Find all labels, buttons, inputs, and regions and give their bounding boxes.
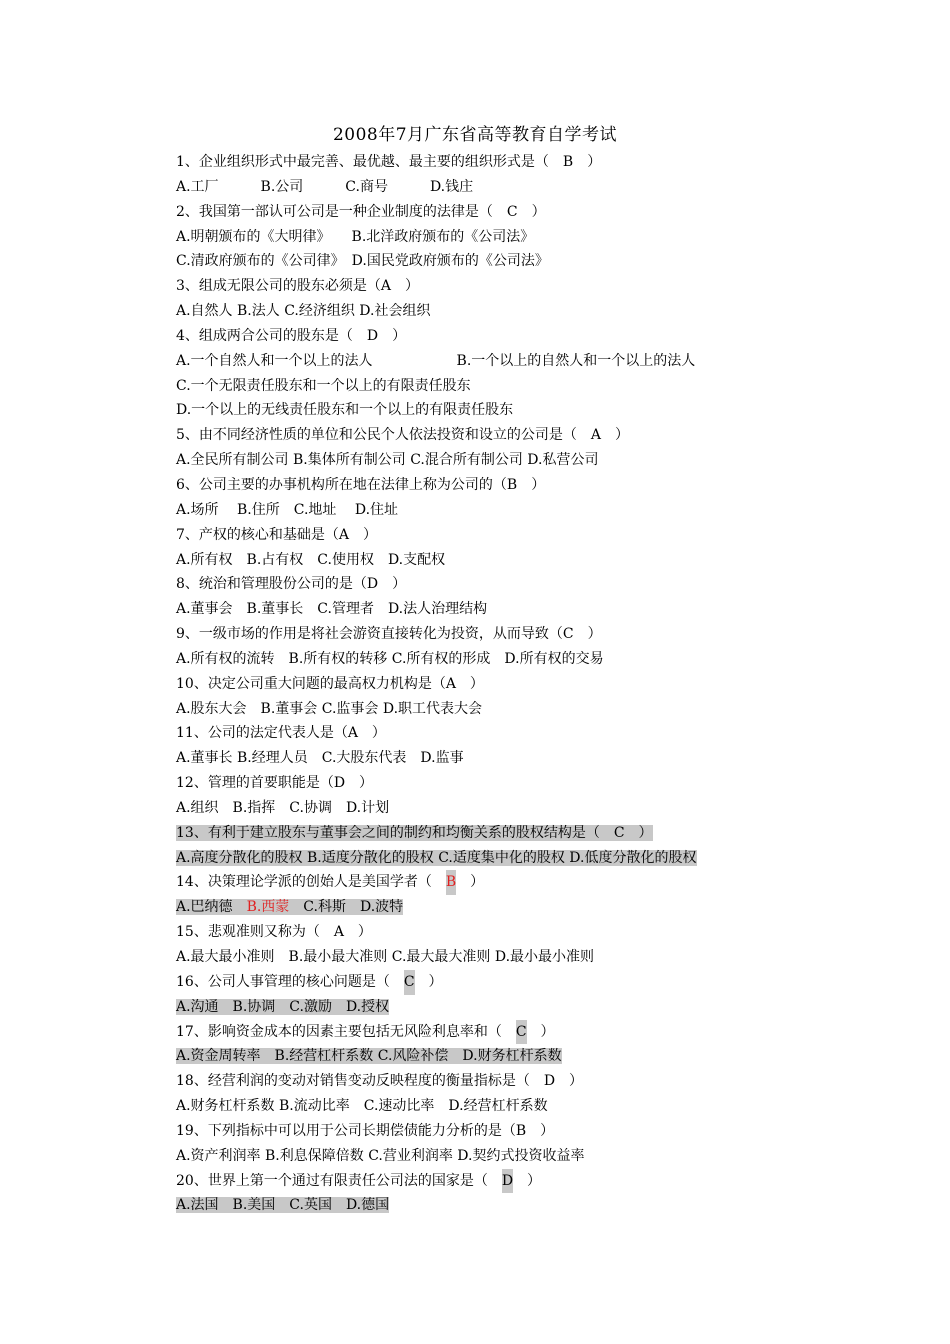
question-7: 7、产权的核心和基础是（A ）: [176, 526, 378, 543]
question-15-options: A.最大最小准则 B.最小最大准则 C.最大最大准则 D.最小最小准则: [176, 949, 595, 965]
correct-option: B.西蒙: [246, 899, 290, 916]
question-text-end: ）: [526, 1023, 555, 1040]
question-9-options: A.所有权的流转 B.所有权的转移 C.所有权的形成 D.所有权的交易: [176, 650, 604, 667]
question-text: 17、影响资金成本的因素主要包括无风险利息率和（: [176, 1023, 516, 1040]
question-11-options: A.董事长 B.经理人员 C.大股东代表 D.监事: [176, 750, 464, 767]
question-7-options: A.所有权 B.占有权 C.使用权 D.支配权: [176, 551, 446, 568]
question-19: 19、下列指标中可以用于公司长期偿债能力分析的是（B ）: [176, 1122, 555, 1139]
question-list: [176, 150, 836, 1218]
question-16: [176, 970, 836, 995]
question-2-options-ab: A.明朝颁布的《大明律》 B.北洋政府颁布的《公司法》: [176, 228, 535, 245]
question-18-options: A.财务杠杆系数 B.流动比率 C.速动比率 D.经营杠杆系数: [176, 1098, 548, 1115]
question-3-options: A.自然人 B.法人 C.经济组织 D.社会组织: [176, 303, 431, 320]
question-text-end: ）: [414, 973, 443, 990]
question-3: 3、组成无限公司的股东必须是（A ）: [176, 278, 420, 295]
answer-mark: C: [516, 1020, 527, 1045]
highlighted-text: A.资金周转率 B.经营杠杆系数 C.风险补偿 D.财务杠杆系数: [176, 1048, 562, 1065]
answer-mark: D: [502, 1169, 513, 1194]
question-1: 1、企业组织形式中最完善、最优越、最主要的组织形式是（ B ）: [176, 154, 602, 170]
question-6: 6、公司主要的办事机构所在地在法律上称为公司的（B ）: [176, 476, 546, 493]
document-title: 2008年7月广东省高等教育自学考试: [332, 125, 618, 145]
question-12-options: A.组织 B.指挥 C.协调 D.计划: [176, 799, 390, 816]
question-10: 10、决定公司重大问题的最高权力机构是（A ）: [176, 675, 484, 692]
question-1-options: A.工厂 B.公司 C.商号 D.钱庄: [176, 178, 474, 195]
question-8-options: A.董事会 B.董事长 C.管理者 D.法人治理结构: [176, 601, 488, 618]
question-text: 16、公司人事管理的核心问题是（: [176, 973, 404, 990]
highlighted-text: C.科斯 D.波特: [289, 899, 404, 916]
highlighted-text: A.高度分散化的股权 B.适度分散化的股权 C.适度集中化的股权 D.低度分散化的股权: [176, 849, 697, 866]
question-text-end: ）: [513, 1172, 542, 1189]
question-text: 20、世界上第一个通过有限责任公司法的国家是（: [176, 1172, 502, 1189]
highlighted-text: A.法国 B.美国 C.英国 D.德国: [176, 1197, 390, 1214]
question-8: 8、统治和管理股份公司的是（D ）: [176, 576, 407, 593]
question-17-options: [176, 1044, 836, 1069]
question-5: 5、由不同经济性质的单位和公民个人依法投资和设立的公司是（ A ）: [176, 427, 630, 444]
question-13: [176, 821, 836, 846]
question-2-options-cd: C.清政府颁布的《公司律》 D.国民党政府颁布的《公司法》: [176, 253, 549, 270]
question-20-options: [176, 1193, 836, 1218]
question-18: 18、经营利润的变动对销售变动反映程度的衡量指标是（ D ）: [176, 1073, 584, 1090]
question-16-options: [176, 995, 836, 1020]
highlighted-text: 13、有利于建立股东与董事会之间的制约和均衡关系的股权结构是（ C ）: [176, 824, 653, 841]
question-15: 15、悲观准则又称为（ A ）: [176, 924, 372, 941]
question-9: 9、一级市场的作用是将社会游资直接转化为投资，从而导致（C ）: [176, 626, 602, 643]
question-17: [176, 1020, 836, 1045]
question-14: [176, 870, 836, 895]
question-2: 2、我国第一部认可公司是一种企业制度的法律是（ C ）: [176, 203, 546, 220]
question-text: 14、决策理论学派的创始人是美国学者（: [176, 874, 446, 891]
highlighted-text: A.巴纳德: [176, 899, 247, 916]
question-10-options: A.股东大会 B.董事会 C.监事会 D.职工代表大会: [176, 700, 483, 717]
highlighted-text: A.沟通 B.协调 C.激励 D.授权: [176, 998, 390, 1015]
question-4-option-c: C.一个无限责任股东和一个以上的有限责任股东: [176, 377, 471, 394]
question-13-options: [176, 846, 836, 871]
answer-mark: C: [404, 970, 415, 995]
question-text-end: ）: [456, 874, 485, 891]
answer-mark: B: [446, 870, 456, 895]
question-4-options-ab: A.一个自然人和一个以上的法人 B.一个以上的自然人和一个以上的法人: [176, 352, 696, 369]
question-19-options: A.资产利润率 B.利息保障倍数 C.营业利润率 D.契约式投资收益率: [176, 1147, 585, 1164]
question-4-option-d: D.一个以上的无线责任股东和一个以上的有限责任股东: [176, 402, 514, 419]
question-4: 4、组成两合公司的股东是（ D ）: [176, 327, 407, 344]
question-5-options: A.全民所有制公司 B.集体所有制公司 C.混合所有制公司 D.私营公司: [176, 452, 599, 469]
question-20: [176, 1169, 836, 1194]
question-11: 11、公司的法定代表人是（A ）: [176, 725, 386, 742]
question-14-options: [176, 895, 836, 920]
question-12: 12、管理的首要职能是（D ）: [176, 775, 374, 792]
question-6-options: A.场所 B.住所 C.地址 D.住址: [176, 501, 399, 518]
